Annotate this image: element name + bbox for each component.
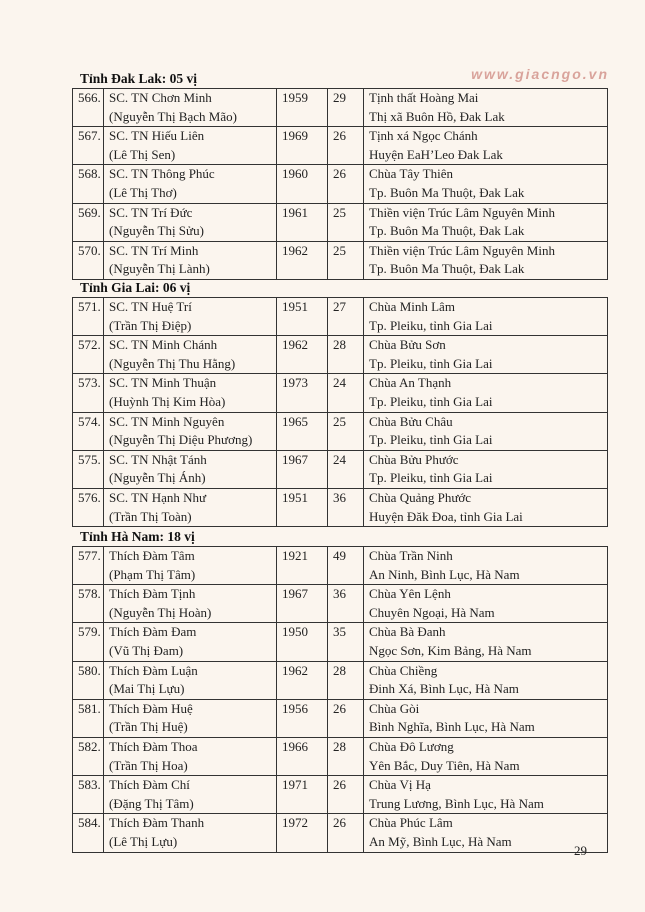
temple-name: Chùa Bửu Châu (369, 413, 453, 429)
table-cell-num (73, 623, 104, 661)
table-cell-num (73, 450, 104, 488)
table-cell-yr (277, 241, 328, 279)
table-row (73, 412, 608, 450)
entry-number: 584. (78, 815, 101, 831)
table-cell-yr (277, 298, 328, 336)
table-row (73, 374, 608, 412)
table-cell-place (364, 89, 608, 127)
temple-location: Thị xã Buôn Hồ, Đak Lak (369, 108, 505, 124)
temple-location: Bình Nghĩa, Bình Lục, Hà Nam (369, 719, 535, 735)
temple-location: An Ninh, Bình Lục, Hà Nam (369, 566, 520, 582)
table-cell-place (364, 776, 608, 814)
entry-number: 583. (78, 777, 101, 793)
birth-year: 1969 (282, 128, 308, 144)
birth-year: 1967 (282, 586, 308, 602)
table-cell-age (328, 623, 364, 661)
monastic-name: Thích Đàm Tịnh (109, 586, 196, 602)
table-cell-num (73, 412, 104, 450)
birth-year: 1972 (282, 815, 308, 831)
table-cell-age (328, 585, 364, 623)
table-cell-nm (104, 776, 277, 814)
entry-number: 577. (78, 548, 101, 563)
table-dak-lak (72, 88, 608, 280)
ordination-age: 25 (333, 413, 346, 429)
lay-name: (Nguyễn Thị Ánh) (109, 470, 206, 486)
entry-number: 582. (78, 738, 101, 754)
table-cell-nm (104, 203, 277, 241)
birth-year: 1956 (282, 700, 308, 716)
birth-year: 1950 (282, 624, 308, 640)
lay-name: (Huỳnh Thị Kim Hòa) (109, 393, 226, 409)
ordination-age: 25 (333, 204, 346, 220)
lay-name: (Vũ Thị Đam) (109, 642, 184, 658)
ordination-age: 35 (333, 624, 346, 640)
table-cell-num (73, 374, 104, 412)
ordination-age: 36 (333, 586, 346, 602)
table-cell-age (328, 547, 364, 585)
lay-name: (Trần Thị Toàn) (109, 508, 192, 524)
table-cell-num (73, 661, 104, 699)
ordination-age: 26 (333, 815, 346, 831)
table-cell-nm (104, 412, 277, 450)
table-cell-age (328, 699, 364, 737)
table-cell-place (364, 203, 608, 241)
table-cell-yr (277, 737, 328, 775)
entry-number: 575. (78, 451, 101, 467)
temple-name: Tịnh xá Ngọc Chánh (369, 128, 478, 144)
monastic-name: SC. TN Trí Minh (109, 242, 199, 258)
table-cell-num (73, 165, 104, 203)
monastic-name: Thích Đàm Luận (109, 662, 198, 678)
ordination-age: 26 (333, 777, 346, 793)
birth-year: 1973 (282, 375, 308, 391)
temple-location: Tp. Buôn Ma Thuột, Đak Lak (369, 184, 525, 200)
temple-name: Chùa Gòi (369, 700, 420, 716)
temple-location: Đinh Xá, Bình Lục, Hà Nam (369, 681, 519, 697)
table-row (73, 814, 608, 852)
table-cell-num (73, 488, 104, 526)
ordination-age: 29 (333, 90, 346, 105)
monastic-name: Thích Đàm Huệ (109, 700, 193, 716)
lay-name: (Đặng Thị Tâm) (109, 795, 194, 811)
table-cell-age (328, 814, 364, 852)
temple-name: Tịnh thất Hoàng Mai (369, 90, 479, 105)
birth-year: 1960 (282, 166, 308, 182)
entry-number: 579. (78, 624, 101, 640)
temple-name: Chùa Yên Lệnh (369, 586, 451, 602)
table-cell-yr (277, 547, 328, 585)
table-row (73, 127, 608, 165)
monastic-name: SC. TN Hạnh Như (109, 489, 207, 505)
table-gia-lai (72, 297, 608, 527)
table-cell-yr (277, 89, 328, 127)
table-cell-age (328, 165, 364, 203)
table-cell-nm (104, 374, 277, 412)
temple-name: Chùa Trần Ninh (369, 548, 453, 563)
lay-name: (Trần Thị Hoa) (109, 757, 188, 773)
entry-number: 574. (78, 413, 101, 429)
monastic-name: SC. TN Huệ Trí (109, 299, 192, 314)
temple-location: Chuyên Ngoại, Hà Nam (369, 604, 495, 620)
table-row (73, 241, 608, 279)
table-cell-num (73, 298, 104, 336)
lay-name: (Nguyễn Thị Bạch Mão) (109, 108, 237, 124)
lay-name: (Nguyễn Thị Sửu) (109, 223, 204, 239)
table-cell-num (73, 699, 104, 737)
temple-location: Tp. Pleiku, tỉnh Gia Lai (369, 470, 493, 486)
monastic-name: Thích Đàm Thanh (109, 815, 205, 831)
ordination-age: 25 (333, 242, 346, 258)
table-cell-place (364, 488, 608, 526)
entry-number: 576. (78, 489, 101, 505)
birth-year: 1962 (282, 242, 308, 258)
table-cell-place (364, 699, 608, 737)
table-cell-nm (104, 547, 277, 585)
table-cell-yr (277, 127, 328, 165)
ordination-age: 28 (333, 662, 346, 678)
birth-year: 1951 (282, 299, 308, 314)
birth-year: 1959 (282, 90, 308, 105)
birth-year: 1971 (282, 777, 308, 793)
table-cell-yr (277, 661, 328, 699)
table-cell-num (73, 814, 104, 852)
entry-number: 573. (78, 375, 101, 391)
ordination-age: 36 (333, 489, 346, 505)
table-cell-place (364, 127, 608, 165)
table-row (73, 298, 608, 336)
birth-year: 1921 (282, 548, 308, 563)
table-ha-nam (72, 546, 608, 853)
table-cell-nm (104, 737, 277, 775)
monastic-name: SC. TN Thông Phúc (109, 166, 215, 182)
table-cell-age (328, 89, 364, 127)
section-title-ha-nam: Tỉnh Hà Nam: 18 vị (80, 529, 195, 544)
table-cell-age (328, 127, 364, 165)
entry-number: 580. (78, 662, 101, 678)
table-cell-place (364, 374, 608, 412)
monastic-name: SC. TN Minh Chánh (109, 337, 218, 353)
section-title-gia-lai: Tỉnh Gia Lai: 06 vị (80, 280, 191, 295)
table-cell-place (364, 547, 608, 585)
table-row (73, 488, 608, 526)
lay-name: (Lê Thị Sen) (109, 146, 176, 162)
temple-location: An Mỹ, Bình Lục, Hà Nam (369, 833, 512, 849)
table-cell-age (328, 450, 364, 488)
table-cell-age (328, 737, 364, 775)
table-cell-nm (104, 336, 277, 374)
monastic-name: Thích Đàm Chí (109, 777, 190, 793)
birth-year: 1961 (282, 204, 308, 220)
table-cell-num (73, 585, 104, 623)
ordination-age: 26 (333, 128, 346, 144)
lay-name: (Trần Thị Điệp) (109, 317, 192, 333)
table-row (73, 585, 608, 623)
table-row (73, 737, 608, 775)
watermark: www.giacngo.vn (471, 66, 609, 82)
lay-name: (Nguyễn Thị Lành) (109, 261, 210, 277)
temple-location: Tp. Pleiku, tỉnh Gia Lai (369, 355, 493, 371)
table-cell-num (73, 89, 104, 127)
table-cell-yr (277, 374, 328, 412)
section-title-dak-lak: Tỉnh Đak Lak: 05 vị (80, 71, 198, 86)
table-cell-yr (277, 165, 328, 203)
ordination-age: 28 (333, 738, 346, 754)
entry-number: 567. (78, 128, 101, 144)
temple-name: Chùa Bửu Phước (369, 451, 459, 467)
table-cell-age (328, 203, 364, 241)
table-cell-age (328, 241, 364, 279)
lay-name: (Nguyễn Thị Thu Hằng) (109, 355, 236, 371)
table-cell-place (364, 450, 608, 488)
table-cell-yr (277, 699, 328, 737)
monastic-name: SC. TN Chơn Minh (109, 90, 212, 105)
table-cell-yr (277, 776, 328, 814)
monastic-name: SC. TN Minh Nguyên (109, 413, 225, 429)
table-row (73, 699, 608, 737)
entry-number: 581. (78, 700, 101, 716)
page-number: 29 (574, 843, 587, 858)
temple-location: Trung Lương, Bình Lục, Hà Nam (369, 795, 544, 811)
monastic-name: SC. TN Nhật Tánh (109, 451, 207, 467)
table-cell-age (328, 661, 364, 699)
ordination-age: 26 (333, 700, 346, 716)
table-cell-place (364, 165, 608, 203)
temple-location: Yên Bắc, Duy Tiên, Hà Nam (369, 757, 520, 773)
table-cell-nm (104, 127, 277, 165)
monastic-name: SC. TN Minh Thuận (109, 375, 217, 391)
table-row (73, 776, 608, 814)
table-row (73, 165, 608, 203)
temple-name: Chùa Tây Thiên (369, 166, 454, 182)
birth-year: 1951 (282, 489, 308, 505)
table-cell-age (328, 298, 364, 336)
monastic-name: Thích Đàm Thoa (109, 738, 198, 754)
table-cell-num (73, 737, 104, 775)
table-row (73, 623, 608, 661)
ordination-age: 24 (333, 375, 346, 391)
table-cell-age (328, 776, 364, 814)
temple-name: Thiền viện Trúc Lâm Nguyên Minh (369, 242, 555, 258)
temple-name: Chùa Bửu Sơn (369, 337, 446, 353)
temple-location: Tp. Pleiku, tỉnh Gia Lai (369, 432, 493, 448)
table-cell-yr (277, 585, 328, 623)
birth-year: 1962 (282, 662, 308, 678)
entry-number: 570. (78, 242, 101, 258)
lay-name: (Nguyễn Thị Diệu Phương) (109, 432, 253, 448)
table-cell-num (73, 203, 104, 241)
lay-name: (Phạm Thị Tâm) (109, 566, 196, 582)
table-cell-place (364, 336, 608, 374)
table-cell-yr (277, 623, 328, 661)
table-row (73, 89, 608, 127)
lay-name: (Nguyễn Thị Hoàn) (109, 604, 212, 620)
ordination-age: 26 (333, 166, 346, 182)
table-cell-nm (104, 298, 277, 336)
birth-year: 1967 (282, 451, 308, 467)
table-cell-place (364, 412, 608, 450)
monastic-name: SC. TN Trí Đức (109, 204, 193, 220)
temple-name: Chùa Minh Lâm (369, 299, 455, 314)
table-row (73, 661, 608, 699)
table-cell-num (73, 127, 104, 165)
entry-number: 568. (78, 166, 101, 182)
table-cell-yr (277, 814, 328, 852)
table-cell-age (328, 374, 364, 412)
entry-number: 572. (78, 337, 101, 353)
table-cell-place (364, 737, 608, 775)
table-cell-nm (104, 585, 277, 623)
table-cell-num (73, 336, 104, 374)
ordination-age: 27 (333, 299, 346, 314)
table-cell-nm (104, 661, 277, 699)
table-cell-nm (104, 165, 277, 203)
birth-year: 1966 (282, 738, 308, 754)
ordination-age: 49 (333, 548, 346, 563)
monastic-name: SC. TN Hiếu Liên (109, 128, 205, 144)
table-row (73, 450, 608, 488)
entry-number: 578. (78, 586, 101, 602)
table-cell-yr (277, 450, 328, 488)
table-cell-place (364, 241, 608, 279)
temple-name: Chùa Chiềng (369, 662, 438, 678)
monastic-name: Thích Đàm Tâm (109, 548, 195, 563)
temple-name: Chùa Bà Đanh (369, 624, 446, 640)
table-row (73, 336, 608, 374)
lay-name: (Mai Thị Lựu) (109, 681, 185, 697)
table-cell-yr (277, 412, 328, 450)
table-cell-num (73, 776, 104, 814)
temple-location: Huyện EaH’Leo Đak Lak (369, 146, 503, 162)
table-cell-age (328, 488, 364, 526)
table-cell-place (364, 298, 608, 336)
table-cell-place (364, 623, 608, 661)
table-cell-nm (104, 450, 277, 488)
table-cell-nm (104, 623, 277, 661)
temple-location: Tp. Buôn Ma Thuột, Đak Lak (369, 261, 525, 277)
lay-name: (Lê Thị Lựu) (109, 833, 178, 849)
ordination-age: 24 (333, 451, 346, 467)
temple-name: Chùa Phúc Lâm (369, 815, 453, 831)
temple-name: Thiền viện Trúc Lâm Nguyên Minh (369, 204, 555, 220)
lay-name: (Trần Thị Huệ) (109, 719, 188, 735)
entry-number: 571. (78, 299, 101, 314)
table-cell-age (328, 336, 364, 374)
table-cell-yr (277, 336, 328, 374)
birth-year: 1962 (282, 337, 308, 353)
ordination-age: 28 (333, 337, 346, 353)
table-cell-place (364, 661, 608, 699)
temple-location: Ngọc Sơn, Kim Bảng, Hà Nam (369, 642, 532, 658)
table-cell-yr (277, 203, 328, 241)
temple-location: Tp. Pleiku, tỉnh Gia Lai (369, 317, 493, 333)
entry-number: 569. (78, 204, 101, 220)
table-cell-num (73, 547, 104, 585)
table-cell-place (364, 814, 608, 852)
temple-location: Huyện Đăk Đoa, tỉnh Gia Lai (369, 508, 523, 524)
table-cell-nm (104, 814, 277, 852)
table-cell-nm (104, 488, 277, 526)
temple-location: Tp. Pleiku, tỉnh Gia Lai (369, 393, 493, 409)
temple-name: Chùa Vị Hạ (369, 777, 431, 793)
monastic-name: Thích Đàm Đam (109, 624, 197, 640)
temple-name: Chùa Đô Lương (369, 738, 454, 754)
table-cell-nm (104, 89, 277, 127)
table-cell-yr (277, 488, 328, 526)
temple-location: Tp. Buôn Ma Thuột, Đak Lak (369, 223, 525, 239)
temple-name: Chùa Quảng Phước (369, 489, 472, 505)
lay-name: (Lê Thị Thơ) (109, 184, 177, 200)
table-cell-nm (104, 241, 277, 279)
table-cell-num (73, 241, 104, 279)
table-cell-age (328, 412, 364, 450)
table-row (73, 203, 608, 241)
table-cell-nm (104, 699, 277, 737)
table-row (73, 547, 608, 585)
entry-number: 566. (78, 90, 101, 105)
temple-name: Chùa An Thạnh (369, 375, 452, 391)
table-cell-place (364, 585, 608, 623)
birth-year: 1965 (282, 413, 308, 429)
